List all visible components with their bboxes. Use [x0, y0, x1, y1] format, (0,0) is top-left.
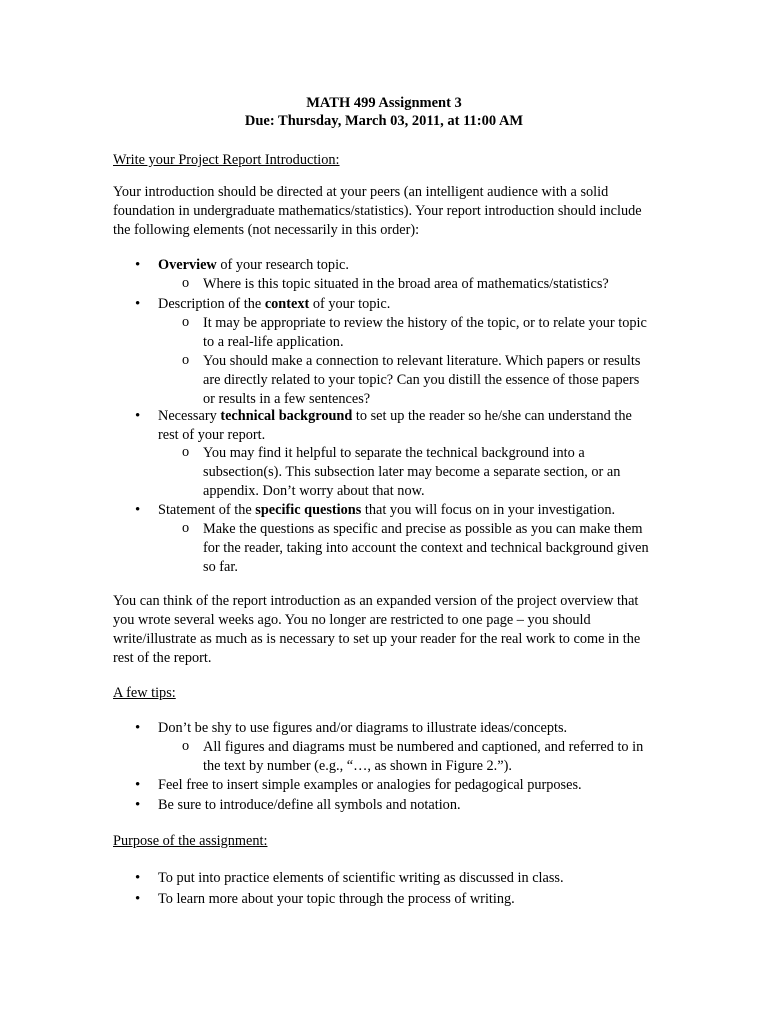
- sub-bullet: o You should make a connection to relevant literature. Which papers or results are directly related to your topic? Can you distill the essence of those papers or results in a few sentences?: [203, 352, 654, 409]
- bullet-context: [158, 295, 654, 314]
- bullet-strong: Overview: [158, 257, 217, 273]
- bullet-specific-questions: [158, 501, 654, 520]
- bullet-text: of your topic.: [309, 296, 391, 312]
- bullet-technical-background: [158, 407, 654, 445]
- tip-examples: • Feel free to insert simple examples or analogies for pedagogical purposes.: [158, 776, 654, 795]
- sub-bullet: o Make the questions as specific and precise as possible as you can make them for the reader, taking into account the context and technical background given so far.: [203, 520, 654, 577]
- bullet-strong: technical background: [220, 408, 353, 424]
- section-heading-purpose: Purpose of the assignment:: [113, 833, 268, 849]
- due-date: Due: Thursday, March 03, 2011, at 11:00 AM: [244, 113, 524, 129]
- bullet-text: to set up the reader so he/she can understand the rest of your report.: [158, 408, 632, 443]
- expanded-version-paragraph: You can think of the report introduction as an expanded version of the project overview that you wrote several weeks ago. You no longer are restricted to one page – you should write/illustrate as much as is necessary to set up your reader for the real work to come in the rest of the report.: [113, 593, 641, 666]
- intro-paragraph: Your introduction should be directed at your peers (an intelligent audience with a solid foundation in undergraduate mathematics/statistics). Your report introduction should include the following elements (not necessarily in this order):: [113, 184, 642, 238]
- sub-bullet: o Where is this topic situated in the broad area of mathematics/statistics?: [203, 275, 654, 294]
- bullet-text: Description of the: [158, 296, 265, 312]
- bullet-strong: specific questions: [255, 502, 362, 518]
- tip-symbols: • Be sure to introduce/define all symbols and notation.: [158, 796, 654, 815]
- bullet-overview: [158, 256, 654, 275]
- section-heading-introduction: Write your Project Report Introduction:: [113, 152, 340, 168]
- bullet-text: of your research topic.: [216, 257, 349, 273]
- bullet-text: Statement of the: [158, 502, 256, 518]
- bullet-text: that you will focus on in your investigation.: [361, 502, 616, 518]
- tip-figures: • Don’t be shy to use figures and/or diagrams to illustrate ideas/concepts.: [158, 719, 654, 738]
- purpose-practice: • To put into practice elements of scientific writing as discussed in class.: [158, 869, 654, 888]
- section-heading-tips: A few tips:: [113, 685, 176, 701]
- doc-title: MATH 499 Assignment 3: [306, 95, 462, 111]
- sub-bullet: o You may find it helpful to separate the technical background into a subsection(s). This subsection later may become a separate section, or an appendix. Don’t worry about that now.: [203, 444, 654, 501]
- bullet-strong: context: [264, 296, 310, 312]
- sub-bullet: o It may be appropriate to review the history of the topic, or to relate your topic to a real-life application.: [203, 314, 654, 352]
- sub-bullet: o All figures and diagrams must be numbered and captioned, and referred to in the text by number (e.g., “…, as shown in Figure 2.”).: [203, 738, 654, 776]
- bullet-text: Necessary: [158, 408, 221, 424]
- purpose-learn: • To learn more about your topic through the process of writing.: [158, 890, 654, 909]
